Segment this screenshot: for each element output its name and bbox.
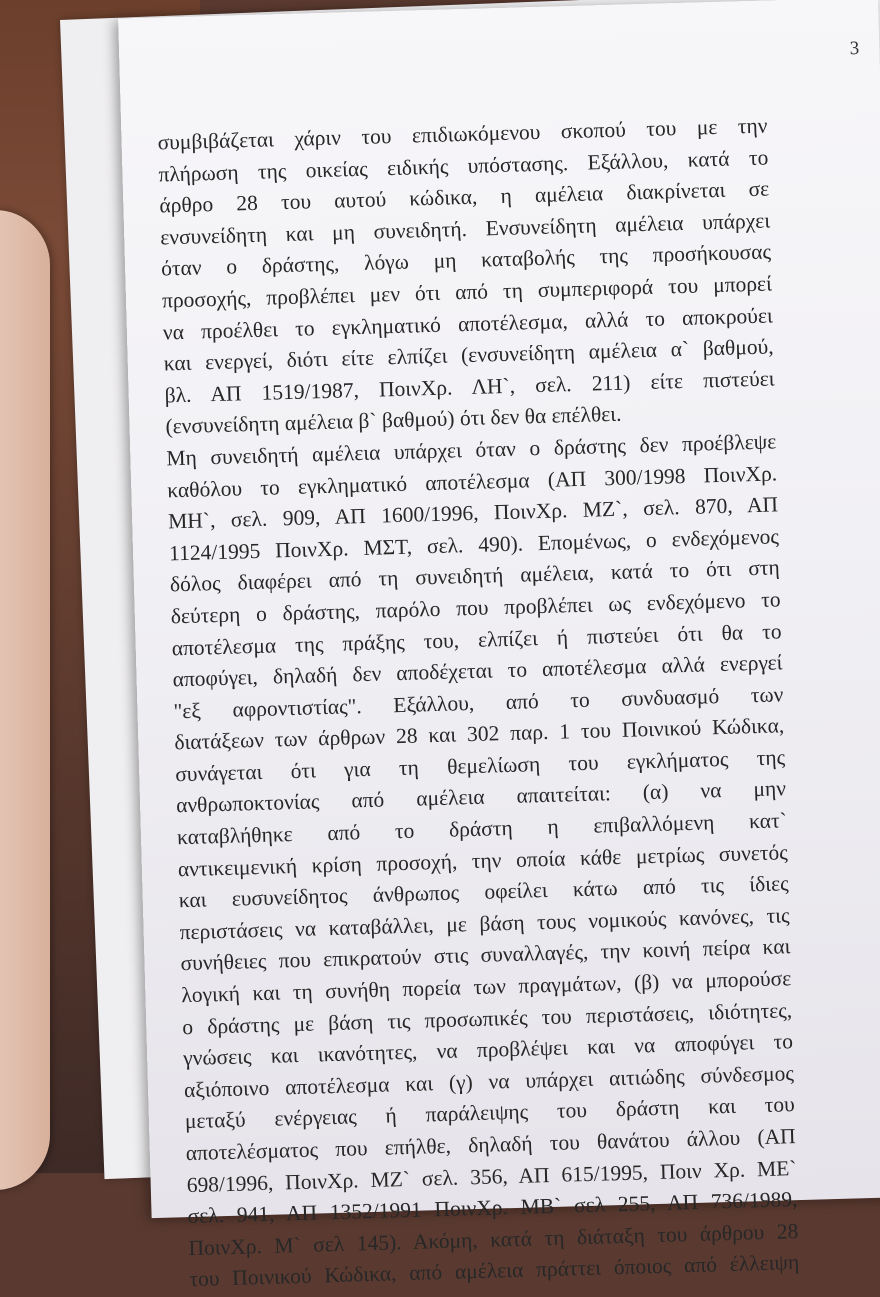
text-line: συμβιβάζεται χάριν του επιδιωκόμενου σκοπού του με την [157, 113, 768, 155]
text-line: αποτέλεσμα της πράξης του, ελπίζει ή πιστεύει ότι θα το [171, 618, 782, 660]
text-line: 1124/1995 ΠοινΧρ. ΜΣΤ, σελ. 490). Επομένως, ο ενδεχόμενος [168, 524, 780, 566]
text-line: γνώσεις και ικανότητες, να προβλέψει και να αποφύγει το [182, 1029, 794, 1071]
text-line: ΠοινΧρ. Μ` σελ 145). Ακόμη, κατά τη διάταξη του άρθρου 28 [188, 1218, 799, 1260]
text-line: περιστάσεις να καταβάλλει, με βάση τους νομικούς κανόνες, τις [179, 903, 790, 945]
text-line: "εξ αφροντιστίας". Εξάλλου, από το συνδυασμό των [173, 681, 784, 724]
text-line: 698/1996, ΠοινΧρ. ΜΖ` σελ. 356, ΑΠ 615/1995, Ποιν Χρ. ΜΕ` [186, 1155, 797, 1197]
text-line: και ενεργεί, διότι είτε ελπίζει (ενσυνείδητη αμέλεια α` βαθμού, [163, 334, 774, 376]
text-line: πλήρωση της οικείας ειδικής υπόστασης. Εξάλλου, κατά το [158, 145, 769, 187]
text-line: καθόλου το εγκληματικό αποτέλεσμα (ΑΠ 300/1998 ΠοινΧρ. [166, 460, 778, 502]
text-line: ενσυνείδητη και μη συνειδητή. Ενσυνείδητη αμέλεια υπάρχει [159, 208, 771, 250]
text-line: καταβλήθηκε από το δράστη η επιβαλλόμενη κατ` [176, 808, 788, 850]
text-line: ΜΗ`, σελ. 909, ΑΠ 1600/1996, ΠοινΧρ. ΜΖ`, σελ. 870, ΑΠ [167, 492, 779, 534]
text-line: όταν ο δράστης, λόγω μη καταβολής της προσήκουσας [160, 239, 772, 281]
text-line: συνάγεται ότι για τη θεμελίωση του εγκλήματος της [174, 745, 786, 787]
text-line: άρθρο 28 του αυτού κώδικα, η αμέλεια διακρίνεται σε [159, 176, 770, 218]
text-line: (ενσυνείδητη αμέλεια β` βαθμού) ότι δεν θα επέλθει. [165, 402, 622, 439]
text-line: αποφύγει, δηλαδή δεν αποδέχεται το αποτέλεσμα αλλά ενεργεί [172, 650, 783, 692]
text-line: αξιόποινο αποτέλεσμα και (γ) να υπάρχει αιτιώδης σύνδεσμος [183, 1060, 795, 1102]
holding-finger [0, 210, 50, 1190]
text-line: ο δράστης με βάση τις προσωπικές του περιστάσεις, ιδιότητες, [181, 997, 793, 1039]
page-number: 3 [849, 37, 860, 60]
text-line: αντικειμενική κρίση προσοχή, την οποία κάθε μετρίως συνετός [177, 839, 789, 881]
text-line: δεύτερη ο δράστης, παρόλο που προβλέπει ως ενδεχόμενο το [170, 587, 781, 629]
document-page [118, 0, 880, 1292]
text-line: του Ποινικού Κώδικα, από αμέλεια πράττει όποιος από έλλειψη [189, 1250, 800, 1292]
text-line: και ευσυνείδητος άνθρωπος οφείλει κάτω από τις ίδιες [178, 871, 789, 913]
text-line: συνήθειες που επικρατούν στις συναλλαγές, την κοινή πείρα και [180, 934, 791, 976]
text-line: ανθρωποκτονίας από αμέλεια απαιτείται: (α) να μην [175, 776, 787, 818]
text-line: σελ. 941, ΑΠ 1352/1991 ΠοινΧρ. ΜΒ` σελ 255, ΑΠ 736/1989, [187, 1187, 798, 1229]
text-line: διατάξεων των άρθρων 28 και 302 παρ. 1 του Ποινικού Κώδικα, [174, 713, 785, 755]
text-line: προσοχής, προβλέπει μεν ότι από τη συμπεριφορά του μπορεί [161, 271, 773, 313]
text-line: αποτελέσματος που επήλθε, δηλαδή του θανάτου άλλου (ΑΠ [185, 1124, 796, 1166]
text-line: Μη συνειδητή αμέλεια υπάρχει όταν ο δράστης δεν προέβλεψε [166, 429, 777, 471]
text-line: λογική και τη συνήθη πορεία των πραγμάτων, (β) να μπορούσε [181, 966, 792, 1008]
text-line: βλ. ΑΠ 1519/1987, ΠοινΧρ. ΛΗ`, σελ. 211) είτε πιστεύει [164, 366, 775, 408]
document-body [157, 111, 799, 1297]
text-line: μεταξύ ενέργειας ή παράλειψης του δράστη και του [184, 1092, 796, 1134]
text-line: να προέλθει το εγκληματικό αποτέλεσμα, αλλά το αποκρούει [162, 303, 774, 345]
text-line: δόλος διαφέρει από τη συνειδητή αμέλεια, κατά το ότι στη [169, 555, 781, 597]
